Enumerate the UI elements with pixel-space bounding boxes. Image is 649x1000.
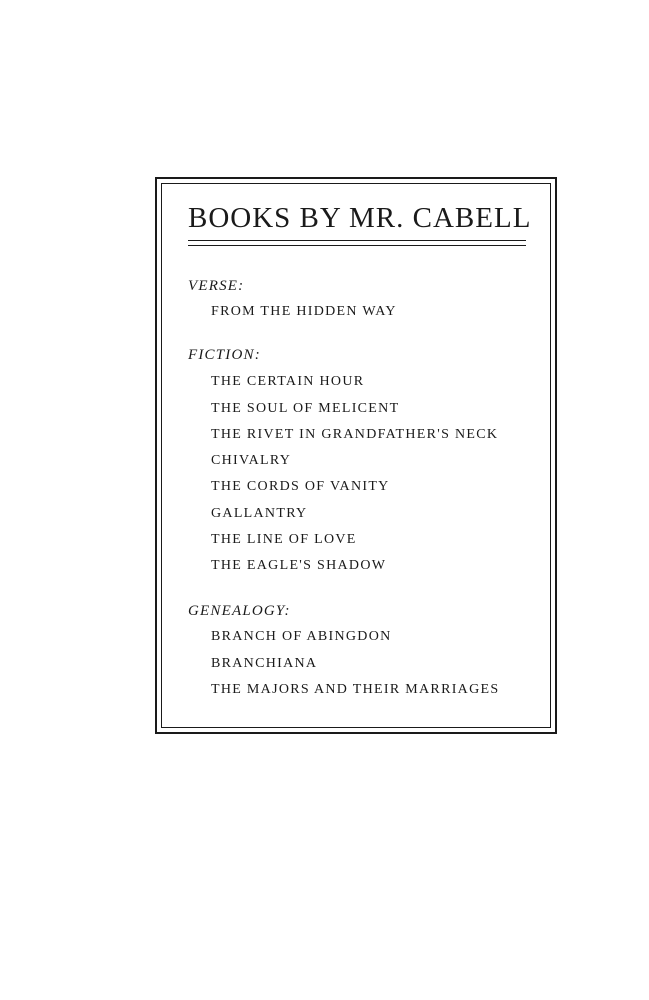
title-rule-top — [188, 240, 526, 241]
section-heading-fiction: FICTION: — [188, 347, 261, 363]
book-title: CHIVALRY — [211, 453, 292, 468]
book-title: GALLANTRY — [211, 506, 308, 521]
book-title: BRANCH OF ABINGDON — [211, 629, 392, 644]
book-title: FROM THE HIDDEN WAY — [211, 304, 397, 319]
page-title: BOOKS BY MR. CABELL — [188, 202, 532, 234]
book-title: THE EAGLE'S SHADOW — [211, 558, 387, 573]
book-title: THE SOUL OF MELICENT — [211, 401, 400, 416]
section-heading-genealogy: GENEALOGY: — [188, 603, 291, 619]
book-title: THE LINE OF LOVE — [211, 532, 357, 547]
book-title: THE RIVET IN GRANDFATHER'S NECK — [211, 427, 499, 442]
title-rule-bottom — [188, 245, 526, 246]
book-title: THE MAJORS AND THEIR MARRIAGES — [211, 682, 500, 697]
book-title: BRANCHIANA — [211, 656, 318, 671]
book-title: THE CERTAIN HOUR — [211, 374, 365, 389]
section-heading-verse: VERSE: — [188, 278, 245, 294]
book-title: THE CORDS OF VANITY — [211, 479, 390, 494]
